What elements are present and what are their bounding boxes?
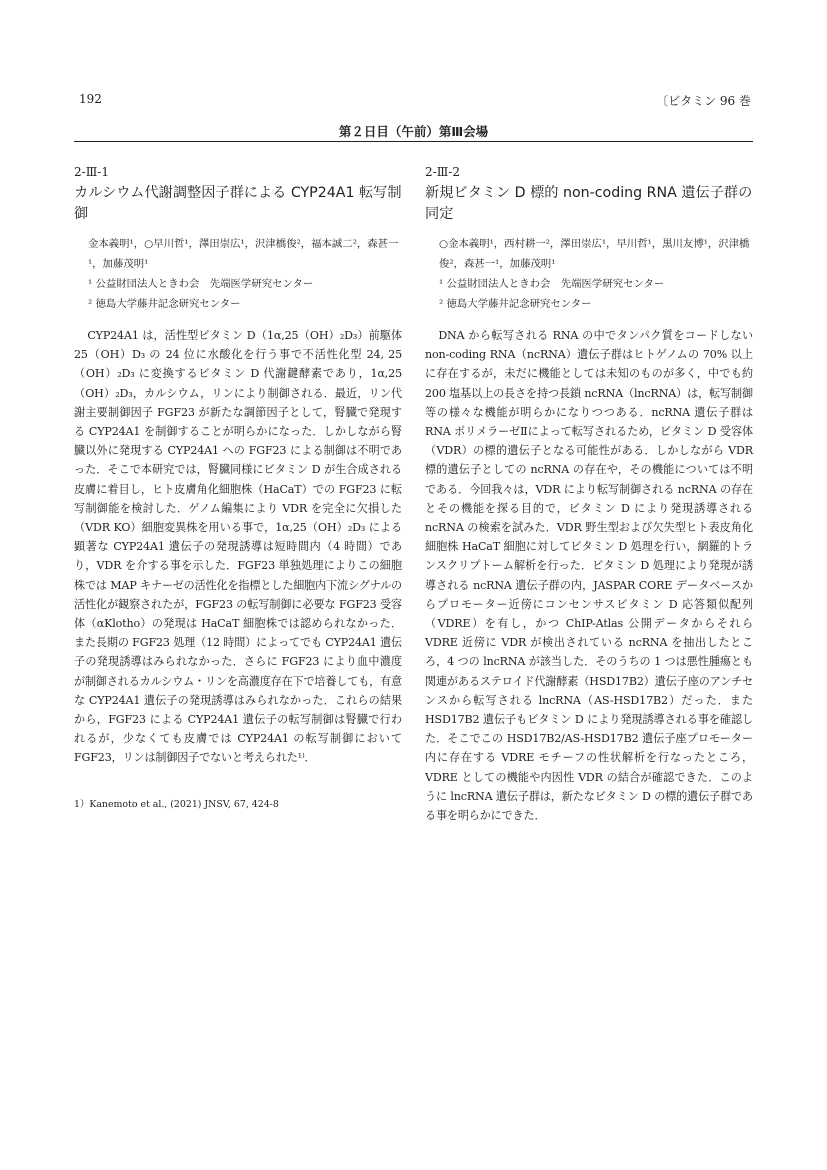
journal-volume: 〔ビタミン 96 巻 — [656, 94, 751, 108]
affiliation: ¹ 公益財団法人ときわ会 先端医学研究センター — [439, 278, 665, 290]
abstract-title: カルシウム代謝調整因子群による CYP24A1 転写制御 — [74, 185, 402, 222]
affiliation: ² 徳島大学藤井記念研究センター — [88, 298, 241, 310]
page-number: 192 — [79, 92, 102, 106]
abstract-id: 2-Ⅲ-2 — [425, 165, 460, 179]
header-rule — [74, 141, 753, 142]
abstract-body: DNA から転写される RNA の中でタンパク質をコードしない non-coding RNA（ncRNA）遺伝子群はヒトゲノムの 70% 以上に存在するが，未だに機能としては未知のものが多く，中でも約 200 塩基以上の長さを持つ長鎖 ncRNA（lncRNA）は，転写制御等の様々な機能が明らかになりつつある．ncRNA 遺伝子群は RNA ポリメラーゼⅡによって転写されるため，ビタミン D 受容体（VDR）の標的遺伝子となる可能性がある．しかしながら VDR 標的遺伝子としての ncRNA の存在や，その機能については不明である．今回我々は，VDR により転写制御される ncRNA の存在とその機能を探る目的で，ビタミン D により発現誘導される ncRNA の検索を試みた．VDR 野生型および欠失型ヒト表皮角化細胞株 HaCaT 細胞に対してビタミン D 処理を行い，網羅的トランスクリプトーム解析を行った．ビタミン D 処理により発現が誘導される ncRNA 遺伝子群の内，JASPAR CORE データベースからプロモーター近傍にコンセンサスビタミン D 応答類似配列（VDRE）を有し，かつ ChIP-Atlas 公開データからそれら VDRE 近傍に VDR が検出されている ncRNA を抽出したところ，4 つの lncRNA が該当した．そのうちの 1 つは悪性腫瘍とも関連があるステロイド代謝酵素（HSD17B2）遺伝子座のアンチセンスから転写される lncRNA（AS-HSD17B2）だった．また HSD17B2 遺伝子もビタミン D により発現誘導される事を確認した．そこでこの HSD17B2/AS-HSD17B2 遺伝子座プロモーター内に存在する VDRE モチーフの性状解析を行なったところ，VDRE としての機能や内因性 VDR の結合が確認できた．このように lncRNA 遺伝子群は，新たなビタミン D の標的遺伝子群である事を明らかにできた． — [425, 329, 753, 823]
session-heading: 第２日目（午前）第Ⅲ会場 — [338, 124, 489, 139]
abstract-title: 新規ビタミン D 標的 non-coding RNA 遺伝子群の同定 — [425, 185, 753, 222]
affiliation: ² 徳島大学藤井記念研究センター — [439, 298, 592, 310]
abstract-body: CYP24A1 は，活性型ビタミン D（1α,25（OH）₂D₃）前駆体 25（OH）D₃ の 24 位に水酸化を行う事で不活性化型 24, 25（OH）₂D₃ に変換するビタミン D 代謝鍵酵素であり，1α,25（OH）₂D₃，カルシウム，リンにより制御される．最近，リン代謝主要制御因子 FGF23 が新たな調節因子として，腎臓で発現する CYP24A1 を制御することが明らかになった．しかしながら腎臓以外に発現する CYP24A1 への FGF23 による制御は不明であった．そこで本研究では，腎臓同様にビタミン D が生合成される皮膚に着目し，ヒト皮膚角化細胞株（HaCaT）での FGF23 に転写制御能を検討した．ゲノム編集により VDR を完全に欠損した（VDR KO）細胞変異株を用いる事で，1α,25（OH）₂D₃ による顕著な CYP24A1 遺伝子の発現誘導は短時間内（4 時間）であり，VDR を介する事を示した．FGF23 単独処理によりこの細胞株では MAP キナーゼの活性化を指標とした細胞内下流シグナルの活性化が観察されたが，FGF23 の転写制御に必要な FGF23 受容体（αKlotho）の発現は HaCaT 細胞株では認められなかった．また長期の FGF23 処理（12 時間）によってでも CYP24A1 遺伝子の発現誘導はみられなかった．さらに FGF23 により血中濃度が制御されるカルシウム・リンを高濃度存在下で培養しても，有意な CYP24A1 遺伝子の発現誘導はみられなかった．これらの結果から，FGF23 による CYP24A1 遺伝子の転写制御は腎臓で行われるが，少なくても皮膚では CYP24A1 の転写制御において FGF23，リンは制御因子でないと考えられた¹⁾． — [74, 329, 402, 765]
abstract-left — [74, 165, 402, 810]
abstract-right — [425, 165, 753, 825]
author-list: 金本義明¹，○早川哲¹，澤田崇広¹，沢津橋俊²，福本誠二²，森甚一¹，加藤茂明¹ — [88, 238, 399, 270]
reference: 1）Kanemoto et al., (2021) JNSV, 67, 424-8 — [74, 798, 279, 810]
affiliation: ¹ 公益財団法人ときわ会 先端医学研究センター — [88, 278, 314, 290]
abstract-id: 2-Ⅲ-1 — [74, 165, 109, 179]
author-list: ○金本義明¹，西村耕一²，澤田崇広¹，早川哲¹，黒川友博¹，沢津橋俊²，森甚一¹，加藤茂明¹ — [439, 238, 750, 270]
